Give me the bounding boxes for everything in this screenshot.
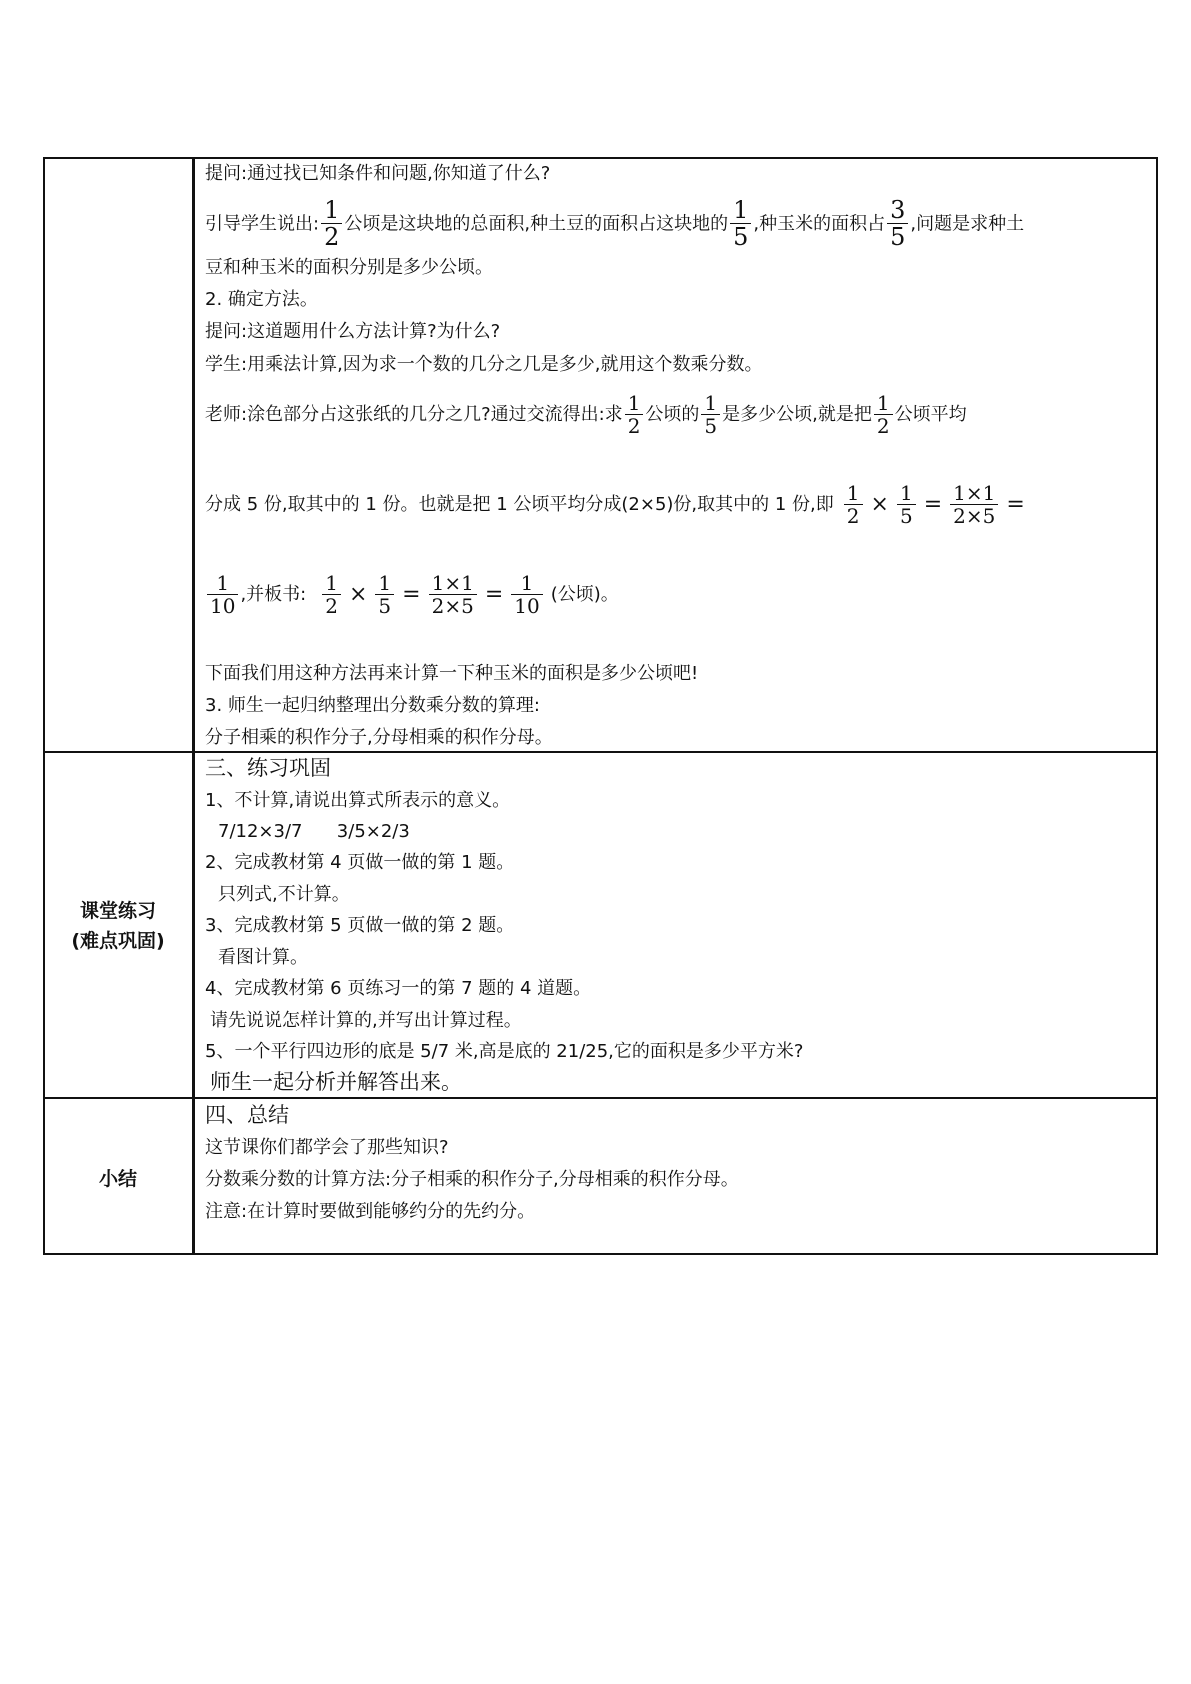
row1-line-2 — [205, 198, 1024, 251]
denominator: 2 — [844, 504, 863, 527]
fraction-one-fifth — [701, 393, 720, 437]
row1-line-6: 学生:用乘法计算,因为求一个数的几分之几是多少,就用这个数乘分数。 — [205, 354, 763, 375]
fraction-three-fifths — [887, 198, 908, 251]
equals-sign: = — [484, 582, 504, 607]
numerator: 1 — [325, 571, 338, 595]
row1-line-7 — [205, 385, 967, 445]
row3-line-1: 这节课你们都学会了那些知识? — [205, 1137, 449, 1158]
row2-item-5: 5、一个平行四边形的底是 5/7 米,高是底的 21/25,它的面积是多少平方米? — [205, 1041, 804, 1062]
row2-item-3: 3、完成教材第 5 页做一做的第 2 题。 — [205, 915, 515, 936]
numerator: 1 — [520, 571, 534, 595]
row1-line-11: 3. 师生一起归纳整理出分数乘分数的算理: — [205, 695, 540, 716]
numerator: 1 — [627, 391, 641, 415]
row3-label: 小结 — [98, 1168, 137, 1190]
row1-line-3: 豆和种玉米的面积分别是多少公顷。 — [205, 257, 493, 278]
row3-heading: 四、总结 — [205, 1103, 289, 1127]
denominator: 5 — [701, 414, 720, 437]
row1-line-1: 提问:通过找已知条件和问题,你知道了什么? — [205, 163, 551, 184]
text-segment: ,并板书: — [240, 584, 307, 605]
equals-sign: = — [402, 582, 421, 607]
numerator: 1 — [216, 571, 230, 595]
row2-label-subtitle: (难点巩固) — [71, 930, 165, 952]
denominator: 2×5 — [429, 594, 477, 617]
row2-label — [44, 896, 192, 956]
fraction-one-half — [321, 198, 342, 251]
text-segment: 是多少公顷,就是把 — [722, 404, 872, 425]
fraction-one-tenth — [207, 573, 238, 617]
text-segment: 分成 5 份,取其中的 1 份。也就是把 1 公顷平均分成(2×5)份,取其中的 1 份,即 — [205, 494, 834, 515]
equals-sign: = — [1006, 492, 1025, 517]
fraction-one-half — [844, 483, 863, 527]
numerator: 1 — [876, 391, 890, 415]
text-segment: 公顷平均 — [894, 404, 967, 425]
text-segment: 公顷是这块地的总面积,种土豆的面积占这块地的 — [344, 213, 729, 235]
table-left-border — [43, 157, 45, 1255]
numerator: 1 — [899, 481, 913, 505]
row1-line-12: 分子相乘的积作分子,分母相乘的积作分母。 — [205, 727, 553, 748]
row2-heading: 三、练习巩固 — [205, 756, 331, 780]
row2-label-title: 课堂练习 — [79, 900, 156, 922]
table-top-border — [43, 157, 1158, 159]
row2-item-1-expression: 7/12×3/7 3/5×2/3 — [218, 821, 410, 842]
fraction-one-half — [874, 393, 893, 437]
text-segment: 公顷的 — [645, 404, 700, 425]
numerator: 1 — [324, 196, 340, 224]
denominator: 2×5 — [950, 504, 998, 527]
fraction-one-fifth — [730, 198, 751, 251]
denominator: 5 — [730, 223, 751, 250]
row2-item-1: 1、不计算,请说出算式所表示的意义。 — [205, 790, 511, 811]
fraction-one-fifth — [897, 483, 916, 527]
table-column-divider — [192, 157, 195, 1255]
numerator: 1 — [846, 481, 860, 505]
denominator: 2 — [625, 414, 644, 437]
fraction-one-tenth — [511, 573, 542, 617]
times-sign: × — [870, 492, 889, 517]
row3-line-3: 注意:在计算时要做到能够约分的先约分。 — [205, 1201, 536, 1222]
fraction-product — [950, 483, 998, 527]
row3-line-2: 分数乘分数的计算方法:分子相乘的积作分子,分母相乘的积作分母。 — [205, 1169, 739, 1190]
row2-item-5-note: 师生一起分析并解答出来。 — [210, 1070, 462, 1094]
denominator: 5 — [375, 594, 394, 617]
denominator: 5 — [887, 223, 908, 250]
denominator: 2 — [321, 223, 342, 250]
numerator: 3 — [890, 196, 906, 224]
row2-item-4-note: 请先说说怎样计算的,并写出计算过程。 — [210, 1010, 522, 1031]
row1-line-10: 下面我们用这种方法再来计算一下种玉米的面积是多少公顷吧! — [205, 663, 699, 684]
text-segment: ,问题是求种土 — [910, 213, 1025, 235]
denominator: 5 — [897, 504, 916, 527]
fraction-one-half — [322, 573, 341, 617]
row-divider-2 — [43, 1097, 1158, 1099]
numerator: 1×1 — [953, 481, 996, 505]
denominator: 2 — [874, 414, 893, 437]
denominator: 2 — [322, 594, 341, 617]
row1-line-9 — [205, 565, 619, 625]
numerator: 1 — [378, 571, 392, 595]
fraction-one-fifth — [375, 573, 394, 617]
row1-line-8 — [205, 475, 1031, 535]
table-bottom-border — [43, 1253, 1158, 1255]
row2-item-2-note: 只列式,不计算。 — [218, 884, 350, 905]
text-segment: (公顷)。 — [550, 584, 619, 605]
row1-line-5: 提问:这道题用什么方法计算?为什么? — [205, 321, 501, 342]
table-right-border — [1156, 157, 1158, 1255]
text-segment: 引导学生说出: — [205, 213, 320, 235]
equals-sign: = — [923, 492, 943, 517]
row2-item-3-note: 看图计算。 — [218, 947, 308, 968]
numerator: 1×1 — [431, 571, 474, 595]
numerator: 1 — [733, 196, 749, 224]
denominator: 10 — [511, 594, 542, 617]
fraction-product — [429, 573, 477, 617]
row1-line-4: 2. 确定方法。 — [205, 289, 318, 310]
row2-item-4: 4、完成教材第 6 页练习一的第 7 题的 4 道题。 — [205, 978, 592, 999]
text-segment: ,种玉米的面积占 — [753, 213, 886, 235]
denominator: 10 — [207, 594, 238, 617]
fraction-one-half — [625, 393, 644, 437]
row-divider-1 — [43, 751, 1158, 753]
times-sign: × — [348, 582, 368, 607]
row2-item-2: 2、完成教材第 4 页做一做的第 1 题。 — [205, 852, 515, 873]
text-segment: 老师:涂色部分占这张纸的几分之几?通过交流得出:求 — [205, 404, 623, 425]
numerator: 1 — [704, 391, 718, 415]
